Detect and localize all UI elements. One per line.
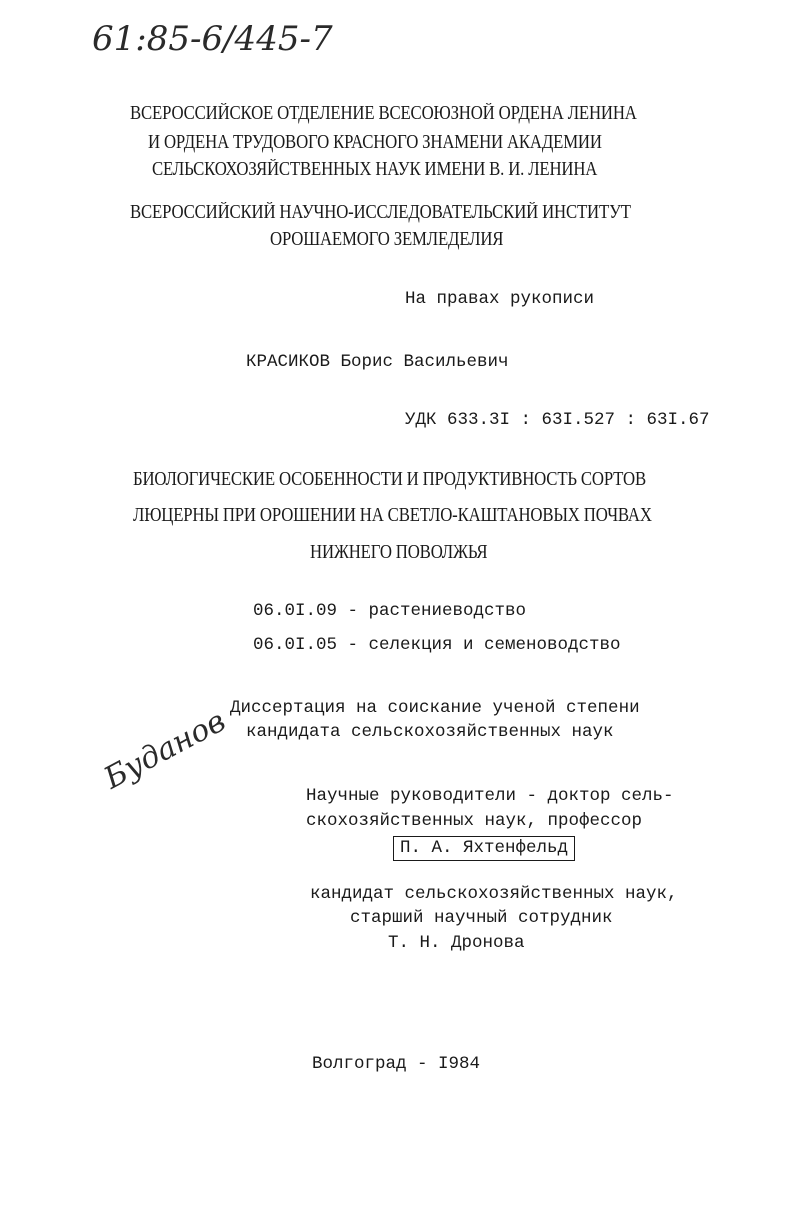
supervisor-line: Научные руководители - доктор сель- (306, 786, 674, 806)
header-org-line: И ОРДЕНА ТРУДОВОГО КРАСНОГО ЗНАМЕНИ АКАДЕМИИ (148, 132, 602, 153)
specialty-item: 06.0I.05 - селекция и семеноводство (253, 635, 621, 655)
institute-line: ОРОШАЕМОГО ЗЕМЛЕДЕЛИЯ (270, 229, 504, 250)
header-org-line: СЕЛЬСКОХОЗЯЙСТВЕННЫХ НАУК ИМЕНИ В. И. ЛЕНИНА (152, 159, 598, 180)
archive-code: 61:85-6/445-7 (92, 19, 333, 59)
title-line: ЛЮЦЕРНЫ ПРИ ОРОШЕНИИ НА СВЕТЛО-КАШТАНОВЫХ ПОЧВАХ (133, 505, 652, 526)
title-line: НИЖНЕГО ПОВОЛЖЬЯ (310, 542, 488, 563)
institute-line: ВСЕРОССИЙСКИЙ НАУЧНО-ИССЛЕДОВАТЕЛЬСКИЙ ИНСТИТУТ (130, 202, 631, 223)
degree-line: кандидата сельскохозяйственных наук (246, 722, 614, 742)
place-year: Волгоград - I984 (312, 1054, 481, 1074)
supervisor-name: Т. Н. Дронова (388, 933, 525, 953)
degree-line: Диссертация на соискание ученой степени (230, 698, 640, 718)
specialty-item: 06.0I.09 - растениеводство (253, 601, 527, 621)
supervisor-name-boxed: П. А. Яхтенфельд (393, 836, 575, 861)
header-org-line: ВСЕРОССИЙСКОЕ ОТДЕЛЕНИЕ ВСЕСОЮЗНОЙ ОРДЕНА ЛЕНИНА (130, 103, 637, 124)
supervisor-line: кандидат сельскохозяйственных наук, (310, 884, 678, 904)
udc-code: УДК 633.3I : 63I.527 : 63I.67 (405, 410, 710, 430)
supervisor-line: скохозяйственных наук, профессор (306, 811, 643, 831)
signature: Буданов (98, 703, 232, 797)
supervisor-line: старший научный сотрудник (350, 908, 613, 928)
manuscript-rights: На правах рукописи (405, 289, 595, 309)
title-line: БИОЛОГИЧЕСКИЕ ОСОБЕННОСТИ И ПРОДУКТИВНОСТЬ СОРТОВ (133, 469, 646, 490)
author-name: КРАСИКОВ Борис Васильевич (246, 352, 509, 372)
